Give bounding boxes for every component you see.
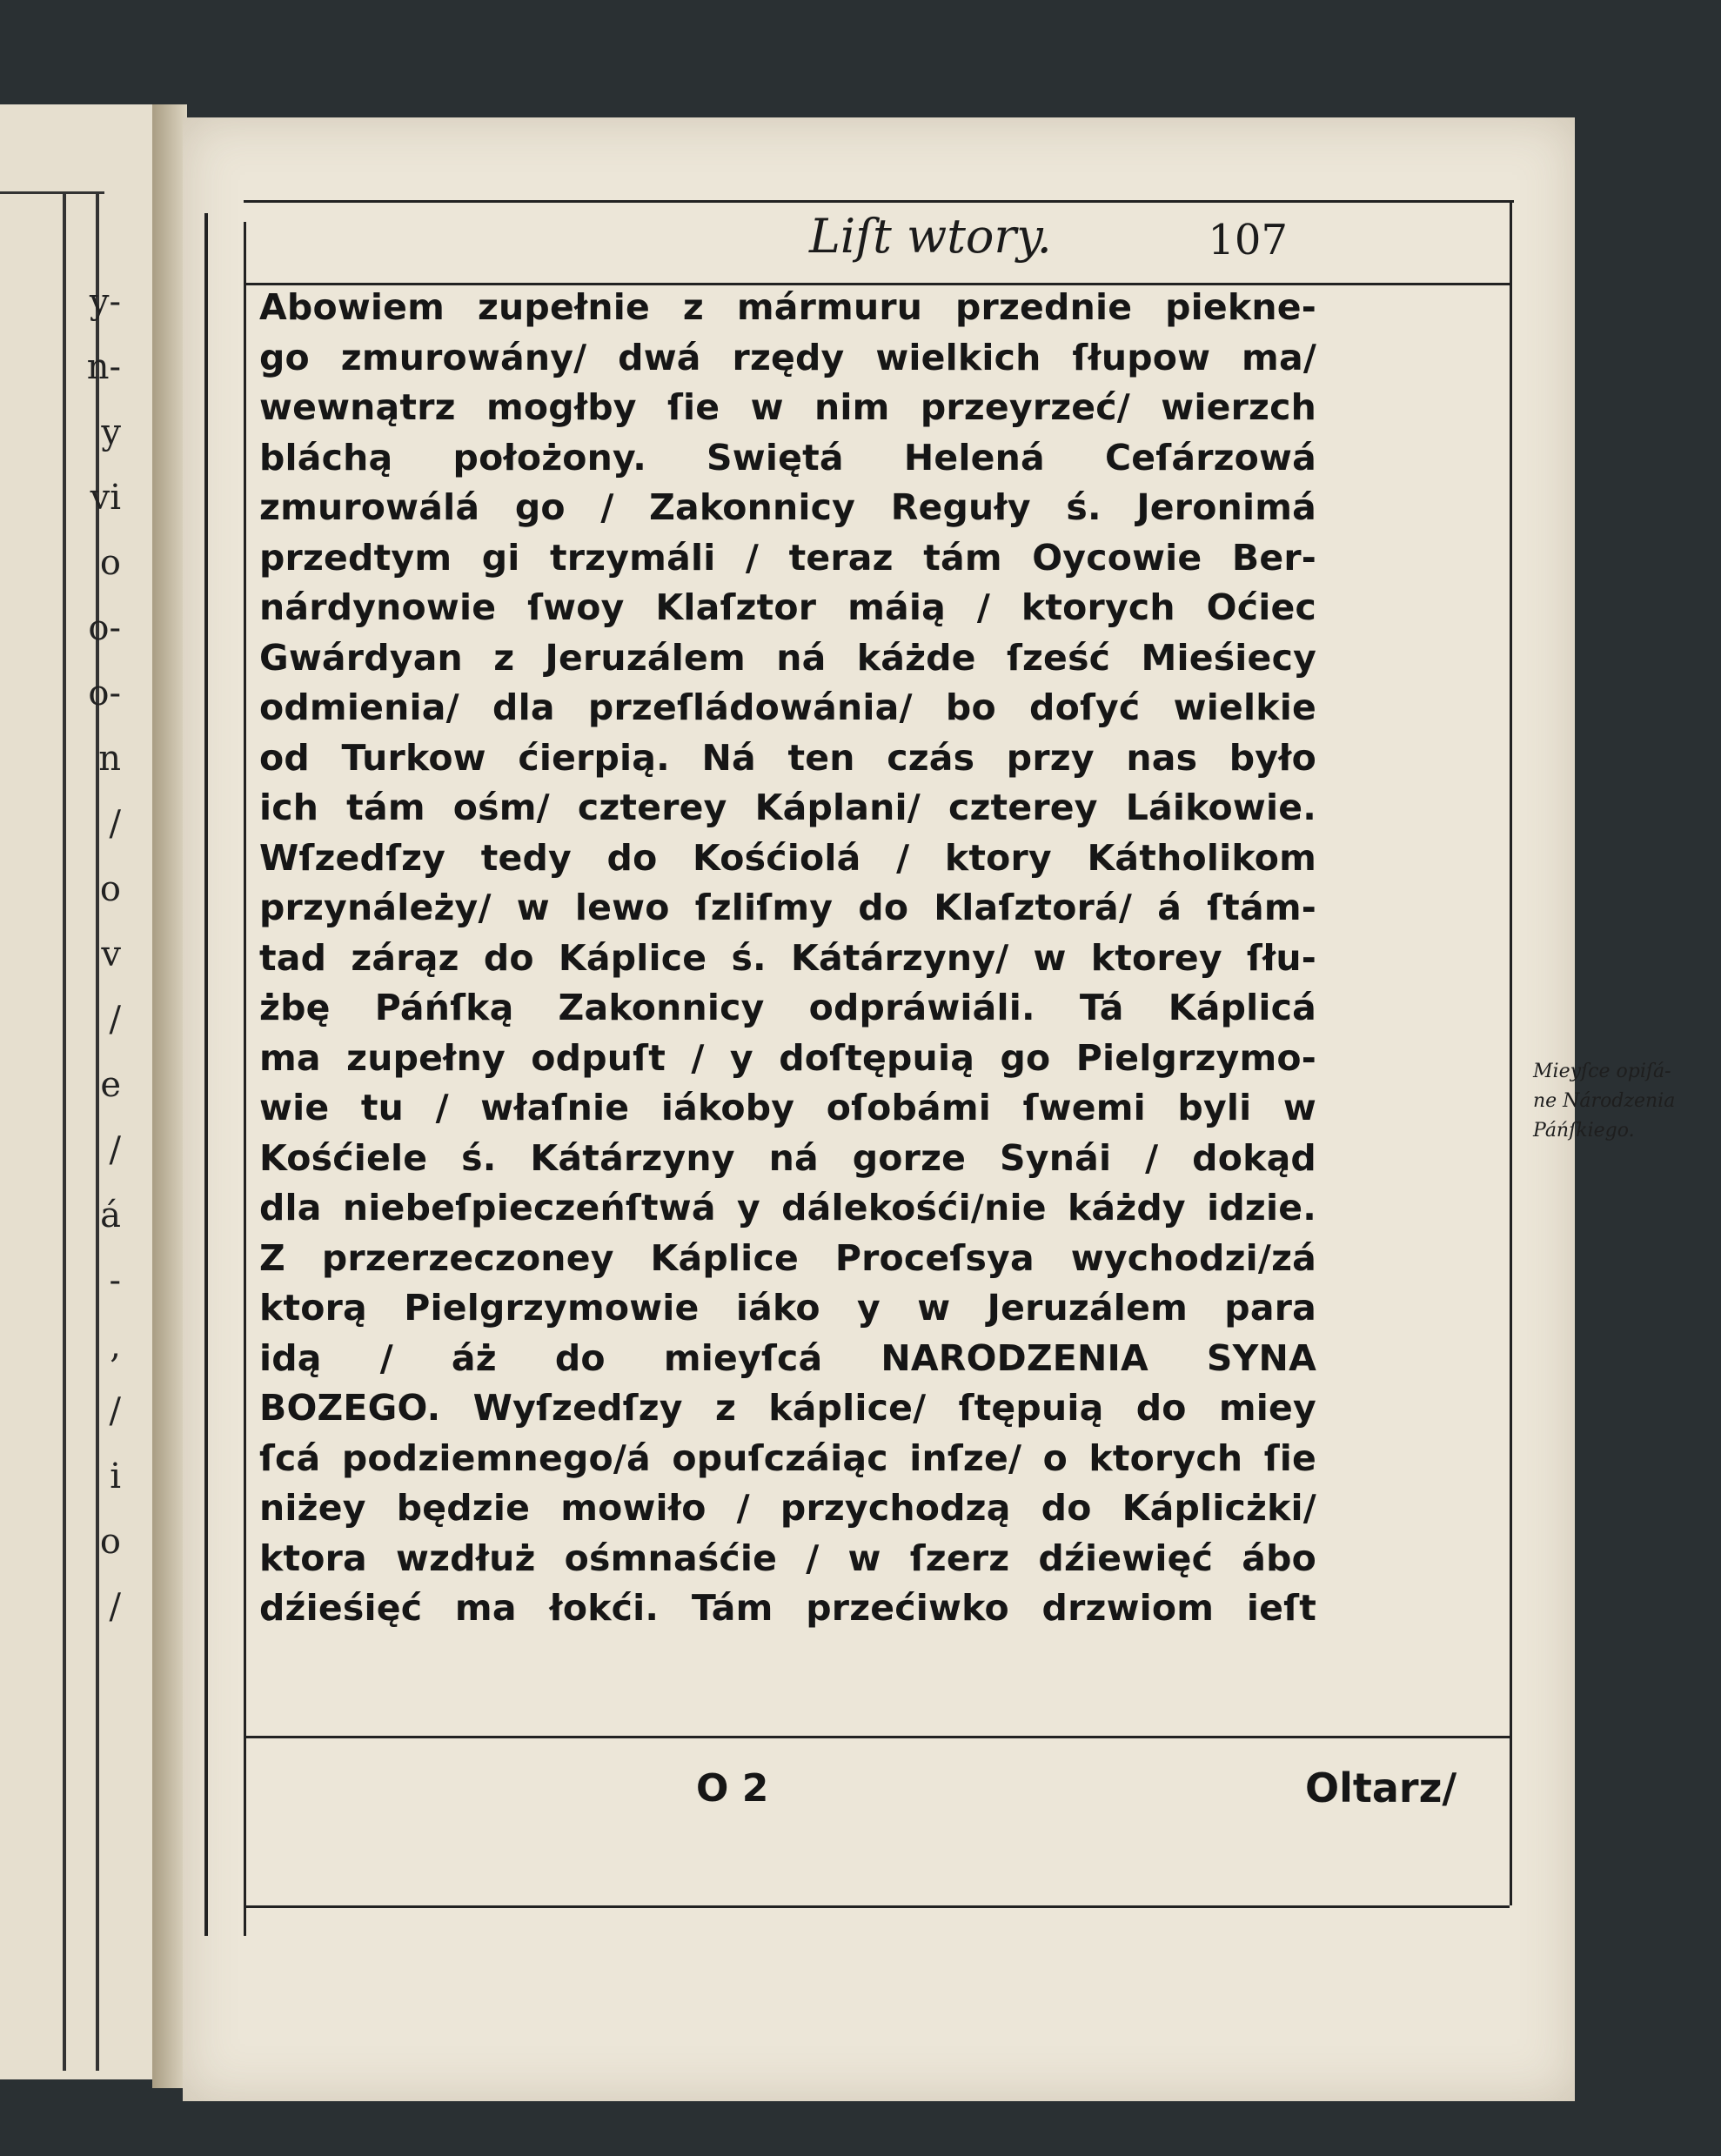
frame-rule-left-inner (244, 222, 246, 1936)
text-line: ktorą Pielgrzymowie iáko y w Jeruzálem para (259, 1287, 1316, 1329)
marginal-note-line: ne Národzenia (1533, 1090, 1676, 1112)
frame-rule-bottom (244, 1736, 1510, 1738)
right-page (183, 117, 1676, 2101)
frame-rule-right (1510, 200, 1512, 1905)
left-edge-fragment: y- (89, 282, 121, 322)
left-edge-fragment: n (98, 739, 121, 779)
left-edge-fragment: v (101, 934, 121, 974)
text-line: ſcá podziemnego/á opuſczáiąc inſze/ o ktorych ſie (259, 1436, 1316, 1479)
left-edge-fragment: i (110, 1456, 121, 1496)
left-page-rule (63, 191, 66, 2071)
text-line: idą / áż do mieyſcá NARODZENIA SYNA (259, 1336, 1316, 1379)
left-edge-fragment: e (100, 1065, 121, 1105)
left-edge-fragment: y (101, 412, 121, 452)
marginal-note-line: Mieyſce opiſá- (1533, 1061, 1671, 1082)
text-line: wie tu / właſnie iákoby oſobámi ſwemi byli w (259, 1087, 1316, 1128)
text-line: Wſzedſzy tedy do Kośćiolá / ktory Kátholikom (259, 836, 1316, 879)
left-edge-fragment: / (109, 1391, 121, 1431)
left-edge-fragment: / (109, 1130, 121, 1170)
signature-mark: O 2 (696, 1766, 769, 1811)
left-edge-fragment: / (109, 1587, 121, 1627)
left-edge-fragment: - (109, 1261, 121, 1301)
catchword: Oltarz/ (1305, 1764, 1457, 1811)
text-line: nárdynowie ſwoy Klaſztor máią / ktorych Oćiec (259, 586, 1316, 628)
text-line: dźieśięć ma łokći. Tám przećiwko drzwiom ieſt (259, 1587, 1316, 1629)
left-edge-fragment: o (99, 543, 121, 583)
left-edge-fragment: á (100, 1195, 121, 1235)
book-gutter (152, 104, 187, 2088)
left-edge-fragment: o- (88, 673, 121, 713)
left-page-rule (0, 191, 104, 194)
left-edge-fragment: n- (86, 347, 121, 387)
page-number: 107 (1208, 216, 1288, 264)
left-page-text-fragments (69, 270, 121, 1640)
body-text (259, 283, 1316, 1634)
text-line: ma zupełny odpuſt / y doſtępuią go Pielgrzymo- (259, 1036, 1316, 1079)
text-line: Z przerzeczoney Káplice Proceſsya wychodzi/zá (259, 1236, 1316, 1279)
text-line: bláchą położony. Swiętá Helená Ceſárzowá (259, 436, 1316, 479)
text-line: Kośćiele ś. Kátárzyny ná gorze Synái / dokąd (259, 1136, 1316, 1179)
text-line: BOZEGO. Wyſzedſzy z káplice/ ſtępuią do miey (259, 1387, 1316, 1429)
text-line: żbę Páńſką Zakonnicy odpráwiáli. Tá Káplicá (259, 987, 1316, 1028)
marginal-note (1533, 1057, 1698, 1146)
text-line: przynáleży/ w lewo ſzliſmy do Klaſztorá/ á ſtám- (259, 887, 1316, 928)
frame-rule-left-outer (204, 213, 208, 1936)
text-line: Gwárdyan z Jeruzálem ná káżde ſześć Mieśiecy (259, 636, 1316, 679)
text-line: zmurowálá go / Zakonnicy Reguły ś. Jeronimá (259, 486, 1316, 528)
text-line: wewnątrz mogłby ſie w nim przeyrzeć/ wierzch (259, 386, 1316, 428)
text-line: Abowiem zupełnie z mármuru przednie piekne- (259, 286, 1316, 328)
left-edge-fragment: o (99, 869, 121, 909)
text-line: tad zárąz do Káplice ś. Kátárzyny/ w ktorey ſłu- (259, 936, 1316, 979)
text-line: go zmurowány/ dwá rzędy wielkich ſłupow ma/ (259, 336, 1316, 378)
frame-rule-foot (244, 1905, 1510, 1908)
left-edge-fragment: o- (88, 608, 121, 648)
left-edge-fragment: / (109, 804, 121, 844)
text-line: odmienia/ dla przeſládowánia/ bo doſyć wielkie (259, 686, 1316, 728)
left-edge-fragment: , (110, 1326, 121, 1366)
running-head (626, 209, 1288, 278)
text-line: dla niebeſpieczeńſtwá y dálekośći/nie káżdy idzie. (259, 1187, 1316, 1229)
left-page-edge (0, 104, 157, 2079)
left-edge-fragment: vi (90, 478, 121, 518)
frame-rule-top (244, 200, 1514, 203)
text-line: niżey będzie mowiło / przychodzą do Káplicżki/ (259, 1487, 1316, 1529)
page-title: Liſt wtory. (809, 209, 1052, 264)
text-line: przedtym gi trzymáli / teraz tám Oycowie Ber- (259, 536, 1316, 579)
marginal-note-line: Páńſkiego. (1533, 1120, 1635, 1142)
left-edge-fragment: / (109, 1000, 121, 1040)
left-edge-fragment: o (99, 1522, 121, 1562)
text-line: ktora wzdłuż ośmnaśćie / w ſzerz dźiewięć ábo (259, 1537, 1316, 1579)
text-line: ich tám ośm/ czterey Káplani/ czterey Láikowie. (259, 787, 1316, 828)
text-line: od Turkow ćierpią. Ná ten czás przy nas było (259, 736, 1316, 779)
